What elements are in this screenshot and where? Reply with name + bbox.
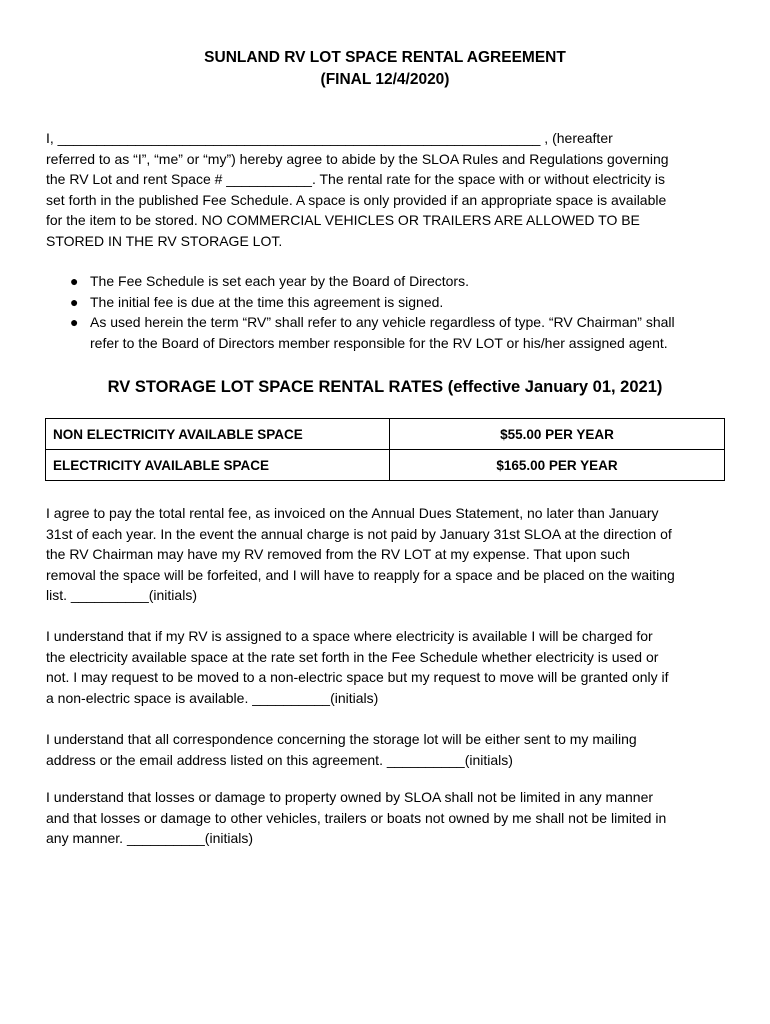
bullet-list — [46, 271, 736, 353]
payment-line: the RV Chairman may have my RV removed from the RV LOT at my expense. That upon such — [46, 546, 630, 562]
payment-initials-line: list. __________(initials) — [46, 587, 197, 603]
rate-price: $165.00 PER YEAR — [390, 450, 725, 481]
losses-paragraph — [46, 787, 736, 849]
bullet-text: refer to the Board of Directors member responsible for the RV LOT or his/her assigned agent. — [90, 334, 668, 351]
losses-line: I understand that losses or damage to property owned by SLOA shall not be limited in any manner — [46, 789, 654, 805]
intro-line: referred to as “I”, “me” or “my”) hereby agree to abide by the SLOA Rules and Regulations governing — [46, 150, 669, 167]
bullet-item-rv-definition — [46, 312, 736, 353]
rate-label: NON ELECTRICITY AVAILABLE SPACE — [46, 419, 390, 450]
rate-price: $55.00 PER YEAR — [390, 419, 725, 450]
bullet-icon: ● — [70, 314, 79, 330]
bullet-text: The Fee Schedule is set each year by the Board of Directors. — [90, 273, 469, 289]
correspondence-paragraph — [46, 729, 736, 770]
intro-line-space-blank: the RV Lot and rent Space # ___________. The rental rate for the space with or without electricity is — [46, 171, 665, 187]
payment-line: 31st of each year. In the event the annual charge is not paid by January 31st SLOA at the direction of — [46, 525, 672, 542]
bullet-text: As used herein the term “RV” shall refer to any vehicle regardless of type. “RV Chairman” shall — [90, 314, 675, 330]
bullet-icon: ● — [70, 293, 79, 310]
electricity-line: not. I may request to be moved to a non-electric space but my request to move will be granted only if — [46, 669, 669, 685]
table-row — [46, 450, 725, 481]
losses-initials-line: any manner. __________(initials) — [46, 830, 254, 846]
bullet-item-fee-schedule — [46, 271, 736, 292]
bullet-icon: ● — [70, 273, 79, 289]
intro-line-name-blank: I, ______________________________________________________________ , (hereafter — [46, 130, 613, 146]
bullet-text: The initial fee is due at the time this agreement is signed. — [90, 293, 444, 310]
electricity-paragraph — [46, 626, 736, 708]
intro-paragraph — [46, 128, 736, 251]
electricity-line: I understand that if my RV is assigned to a space where electricity is available I will be charged for — [46, 628, 653, 644]
table-row — [46, 419, 725, 450]
rates-table — [45, 418, 725, 481]
payment-line: I agree to pay the total rental fee, as invoiced on the Annual Dues Statement, no later than January — [46, 505, 659, 521]
bullet-item-initial-fee — [46, 292, 736, 313]
correspondence-line: I understand that all correspondence concerning the storage lot will be either sent to my mailing — [46, 731, 637, 747]
intro-line: STORED IN THE RV STORAGE LOT. — [46, 232, 283, 249]
rate-label: ELECTRICITY AVAILABLE SPACE — [46, 450, 390, 481]
rates-heading: RV STORAGE LOT SPACE RENTAL RATES (effective January 01, 2021) — [107, 378, 663, 396]
electricity-line: the electricity available space at the rate set forth in the Fee Schedule whether electricity is used or — [46, 648, 659, 665]
correspondence-initials-line: address or the email address listed on this agreement. __________(initials) — [46, 751, 513, 768]
intro-line: set forth in the published Fee Schedule. A space is only provided if an appropriate space is available — [46, 191, 667, 208]
document-title: SUNLAND RV LOT SPACE RENTAL AGREEMENT — [204, 49, 566, 66]
electricity-initials-line: a non-electric space is available. __________(initials) — [46, 689, 379, 706]
payment-paragraph — [46, 503, 736, 606]
intro-line: for the item to be stored. NO COMMERCIAL VEHICLES OR TRAILERS ARE ALLOWED TO BE — [46, 212, 640, 228]
losses-line: and that losses or damage to other vehicles, trailers or boats not owned by me shall not be limited in — [46, 809, 667, 826]
payment-line: removal the space will be forfeited, and I will have to reapply for a space and be placed on the waiting — [46, 566, 675, 583]
document-version: (FINAL 12/4/2020) — [320, 71, 450, 88]
